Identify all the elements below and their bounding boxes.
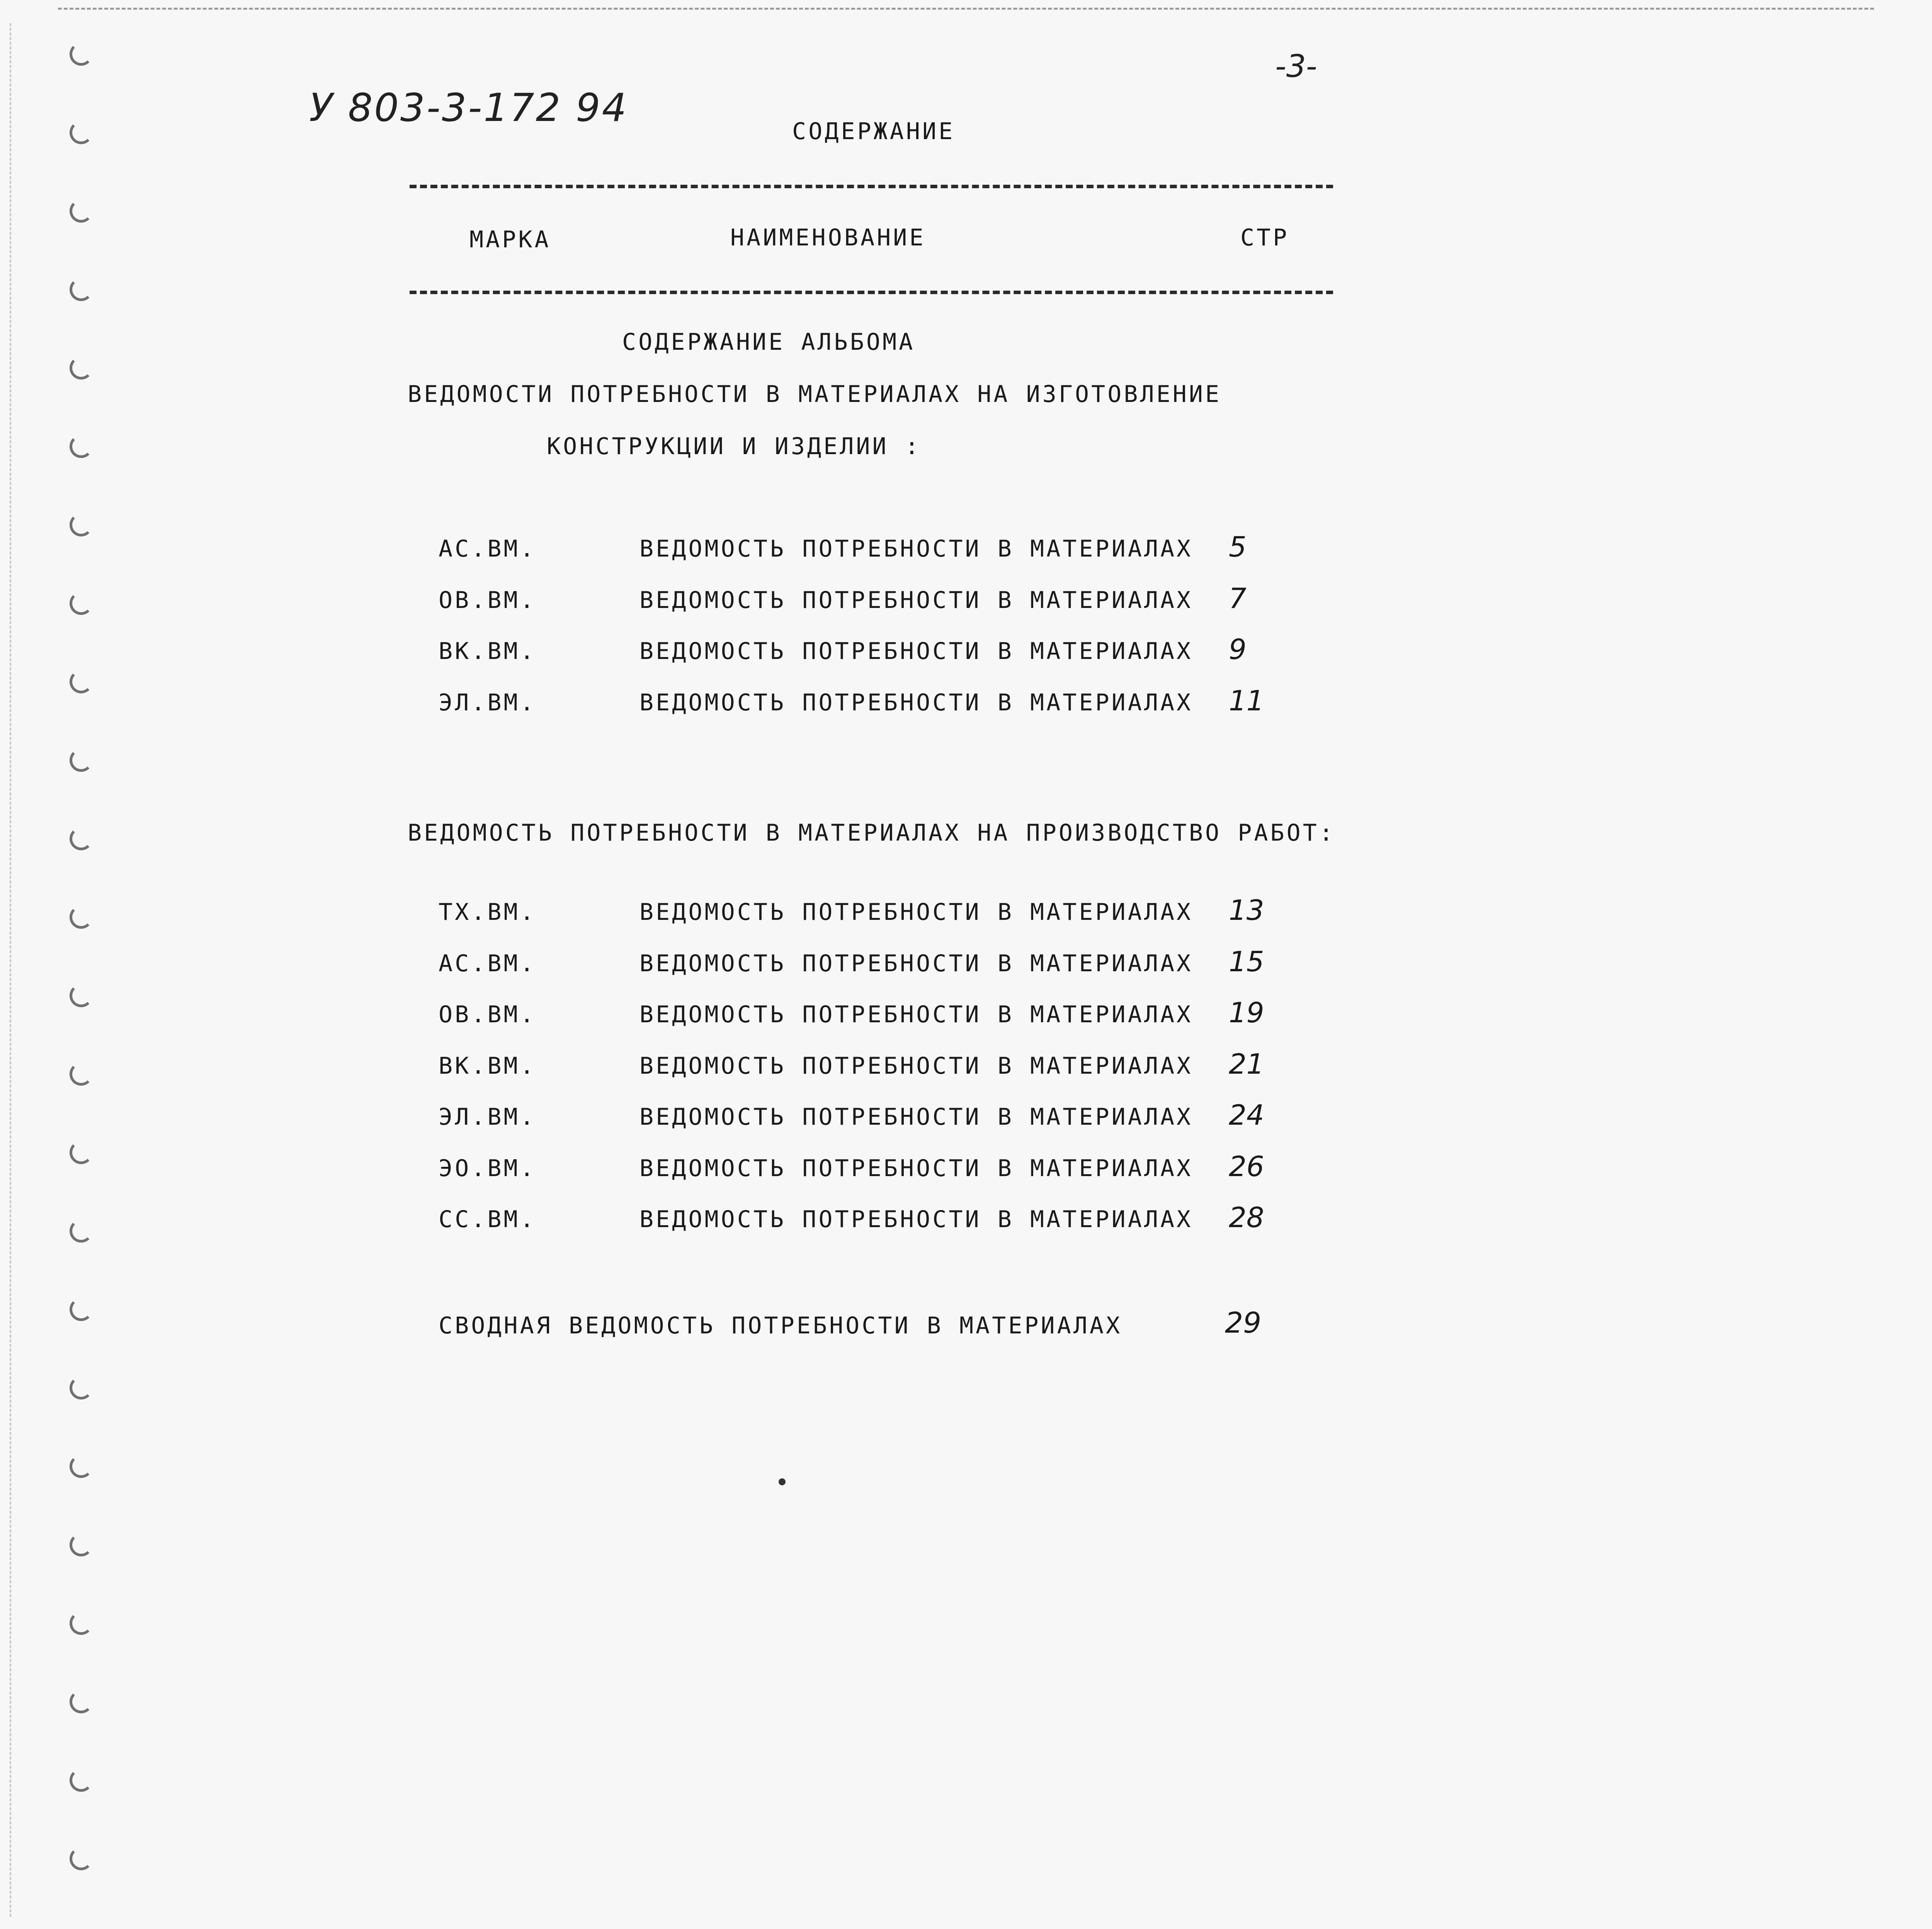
perforation-hole — [70, 1533, 93, 1556]
perforation-hole — [70, 1612, 93, 1635]
table-top-rule — [410, 185, 1333, 188]
item-mark: СС.ВМ. — [439, 1206, 536, 1233]
item-page: 24 — [1229, 1099, 1264, 1131]
column-header-page: СТР — [1240, 224, 1289, 251]
page-number: -3- — [1275, 48, 1317, 84]
list-item — [0, 1048, 1314, 1083]
perforation-hole — [70, 749, 93, 772]
item-name: ВЕДОМОСТЬ ПОТРЕБНОСТИ В МАТЕРИАЛАХ — [639, 638, 1193, 665]
list-item — [0, 582, 1314, 618]
summary-page: 29 — [1225, 1306, 1262, 1340]
item-name: ВЕДОМОСТЬ ПОТРЕБНОСТИ В МАТЕРИАЛАХ — [639, 950, 1193, 977]
item-mark: ОВ.ВМ. — [439, 587, 536, 614]
item-mark: АС.ВМ. — [439, 950, 536, 977]
item-name: ВЕДОМОСТЬ ПОТРЕБНОСТИ В МАТЕРИАЛАХ — [639, 535, 1193, 562]
list-item — [0, 1201, 1314, 1237]
item-mark: ТХ.ВМ. — [439, 899, 536, 926]
column-header-mark: МАРКА — [469, 226, 551, 253]
perforation-hole — [70, 1376, 93, 1400]
item-name: ВЕДОМОСТЬ ПОТРЕБНОСТИ В МАТЕРИАЛАХ — [639, 1155, 1193, 1182]
perforation-hole — [70, 1847, 93, 1870]
item-page: 13 — [1229, 894, 1264, 926]
list-item — [0, 633, 1314, 669]
section-manufacturing-subtitle: КОНСТРУКЦИИ И ИЗДЕЛИИ : — [547, 433, 921, 460]
table-header-rule — [410, 291, 1333, 294]
item-page: 28 — [1229, 1201, 1264, 1234]
ink-dot — [779, 1478, 786, 1485]
perforation-hole — [70, 513, 93, 536]
item-name: ВЕДОМОСТЬ ПОТРЕБНОСТИ В МАТЕРИАЛАХ — [639, 1052, 1193, 1079]
item-mark: ВК.ВМ. — [439, 1052, 536, 1079]
list-item — [0, 684, 1314, 720]
item-name: ВЕДОМОСТЬ ПОТРЕБНОСТИ В МАТЕРИАЛАХ — [639, 899, 1193, 926]
item-mark: ВК.ВМ. — [439, 638, 536, 665]
perforation-hole — [70, 278, 93, 301]
list-item — [0, 945, 1314, 981]
perforation-hole — [70, 199, 93, 223]
section-album-contents: СОДЕРЖАНИЕ АЛЬБОМА — [622, 329, 915, 356]
item-name: ВЕДОМОСТЬ ПОТРЕБНОСТИ В МАТЕРИАЛАХ — [639, 587, 1193, 614]
page-title: СОДЕРЖАНИЕ — [792, 118, 955, 145]
list-item — [0, 531, 1314, 566]
perforation-hole — [70, 435, 93, 458]
section-manufacturing-title: ВЕДОМОСТИ ПОТРЕБНОСТИ В МАТЕРИАЛАХ НА ИЗГОТОВЛЕНИЕ — [408, 381, 1222, 408]
list-item — [0, 1150, 1314, 1186]
perforation-hole — [70, 121, 93, 144]
item-page: 5 — [1229, 531, 1247, 563]
list-item — [0, 894, 1314, 930]
item-mark: ЭЛ.ВМ. — [439, 1103, 536, 1130]
section-works-title: ВЕДОМОСТЬ ПОТРЕБНОСТИ В МАТЕРИАЛАХ НА ПРОИЗВОДСТВО РАБОТ: — [408, 819, 1336, 846]
perforation-hole — [70, 43, 93, 66]
summary-label: СВОДНАЯ ВЕДОМОСТЬ ПОТРЕБНОСТИ В МАТЕРИАЛАХ — [439, 1312, 1122, 1339]
list-item — [0, 1099, 1314, 1134]
column-header-name: НАИМЕНОВАНИЕ — [730, 224, 926, 251]
perforation-hole — [70, 1455, 93, 1478]
perforation-hole — [70, 356, 93, 380]
paper-top-edge — [58, 8, 1874, 10]
perforation-hole — [70, 1298, 93, 1321]
document-code: У 803-3-172 94 — [309, 85, 628, 130]
item-page: 9 — [1229, 633, 1247, 666]
item-mark: ОВ.ВМ. — [439, 1001, 536, 1028]
list-item — [0, 996, 1314, 1032]
item-mark: АС.ВМ. — [439, 535, 536, 562]
item-page: 7 — [1229, 582, 1247, 615]
item-mark: ЭЛ.ВМ. — [439, 689, 536, 716]
item-page: 11 — [1229, 684, 1264, 717]
item-page: 15 — [1229, 945, 1264, 978]
perforation-hole — [70, 827, 93, 850]
item-page: 26 — [1229, 1150, 1264, 1183]
item-name: ВЕДОМОСТЬ ПОТРЕБНОСТИ В МАТЕРИАЛАХ — [639, 1001, 1193, 1028]
perforation-hole — [70, 1769, 93, 1792]
item-page: 21 — [1229, 1048, 1264, 1080]
perforation-hole — [70, 1690, 93, 1713]
item-name: ВЕДОМОСТЬ ПОТРЕБНОСТИ В МАТЕРИАЛАХ — [639, 1206, 1193, 1233]
item-name: ВЕДОМОСТЬ ПОТРЕБНОСТИ В МАТЕРИАЛАХ — [639, 689, 1193, 716]
item-page: 19 — [1229, 996, 1264, 1029]
item-mark: ЭО.ВМ. — [439, 1155, 536, 1182]
item-name: ВЕДОМОСТЬ ПОТРЕБНОСТИ В МАТЕРИАЛАХ — [639, 1103, 1193, 1130]
